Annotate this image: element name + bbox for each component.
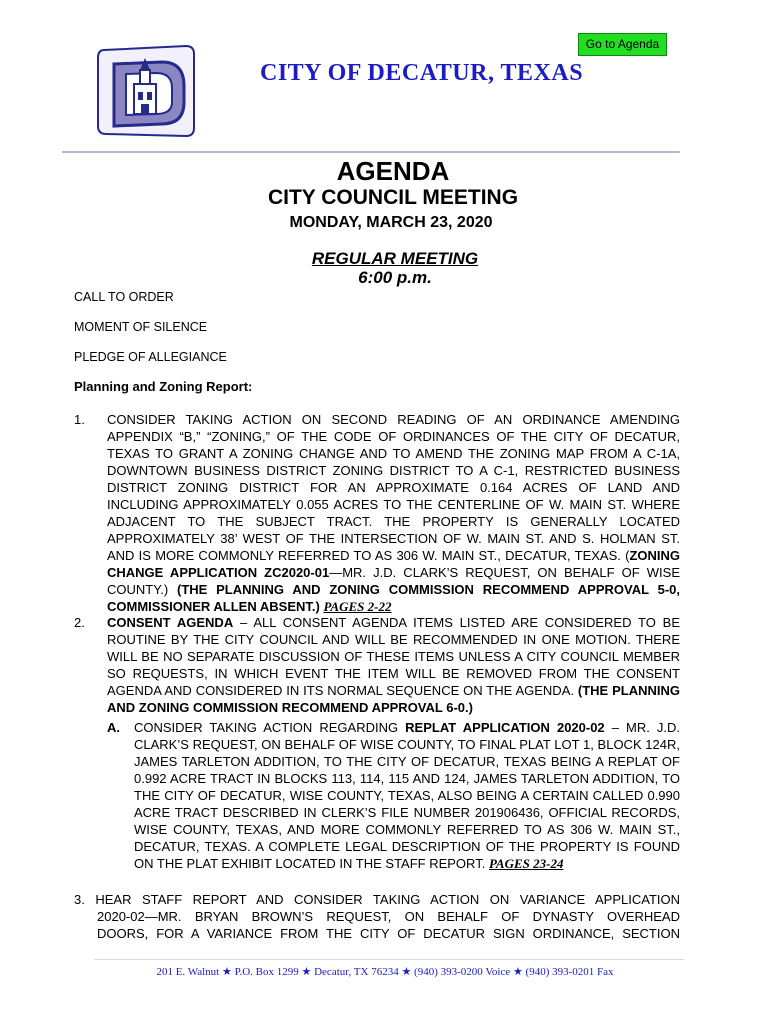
go-to-agenda-button[interactable]: Go to Agenda bbox=[578, 33, 667, 56]
item-number: A. bbox=[107, 720, 120, 735]
agenda-title: AGENDA bbox=[336, 156, 450, 186]
pages-link[interactable]: PAGES 23-24 bbox=[488, 856, 564, 871]
agenda-item-3 bbox=[74, 891, 680, 942]
meeting-date: MONDAY, MARCH 23, 2020 bbox=[289, 214, 493, 231]
item-text-line: 3. HEAR STAFF REPORT AND CONSIDER TAKING ACTION ON VARIANCE APPLICATION bbox=[74, 892, 680, 907]
city-seal-logo bbox=[96, 44, 200, 138]
city-title: CITY OF DECATUR, TEXAS bbox=[260, 60, 584, 86]
item-number: 2. bbox=[74, 615, 85, 630]
footer-divider bbox=[94, 959, 684, 960]
header-divider bbox=[62, 151, 680, 153]
item-text: CONSIDER TAKING ACTION ON SECOND READING OF AN ORDINANCE AMENDING APPENDIX “B,” “ZONING,” OF THE CODE OF ORDINANCES OF THE CITY OF DECATUR, TEXAS TO GRANT A ZONING CHANGE AND TO AMEND THE ZONING MAP FROM A C-1A, DOWNTOWN BUSINESS DISTRICT ZONING DISTRICT TO A C-1, RESTRICTED BUSINESS DISTRICT ZONING DISTRICT FOR AN APPROXIMATE 0.164 ACRES OF LAND AND INCLUDING APPROXIMATELY 0.055 ACRES TO THE CENTERLINE OF W. MAIN ST. WHERE ADJACENT TO THE SUBJECT TRACT. THE PROPERTY IS GENERALLY LOCATED APPROXIMATELY 38’ WEST OF THE INTERSECTION OF W. MAIN ST. AND S. HOLMAN ST. AND IS MORE COMMONLY REFERRED TO AS 306 W. MAIN ST., DECATUR, TEXAS. (ZONING CHANGE APPLICATION ZC2020-01—MR. J.D. CLARK’S REQUEST, ON BEHALF OF WISE COUNTY.) (THE PLANNING AND ZONING COMMISSION RECOMMEND APPROVAL 5-0, COMMISSIONER ALLEN ABSENT.) PAGES 2-22 bbox=[107, 412, 681, 614]
agenda-item-2 bbox=[74, 614, 680, 716]
agenda-item-1 bbox=[74, 411, 680, 615]
item-text: CONSENT AGENDA – ALL CONSENT AGENDA ITEMS LISTED ARE CONSIDERED TO BE ROUTINE BY THE CITY COUNCIL AND WILL BE RECOMMENDED IN ONE MOTION. THERE WILL BE NO SEPARATE DISCUSSION OF THESE ITEMS UNLESS A CITY COUNCIL MEMBER SO REQUESTS, IN WHICH EVENT THE ITEM WILL BE REMOVED FROM THE CONSENT AGENDA AND CONSIDERED IN ITS NORMAL SEQUENCE ON THE AGENDA. (THE PLANNING AND ZONING COMMISSION RECOMMEND APPROVAL 6-0.) bbox=[107, 615, 681, 715]
moment-of-silence: MOMENT OF SILENCE bbox=[74, 320, 208, 334]
meeting-time: 6:00 p.m. bbox=[358, 268, 432, 287]
item-number: 1. bbox=[74, 412, 85, 427]
item-text-line: DOORS, FOR A VARIANCE FROM THE CITY OF DECATUR SIGN ORDINANCE, SECTION bbox=[97, 926, 680, 941]
meeting-title: CITY COUNCIL MEETING bbox=[267, 186, 519, 209]
footer-address: 201 E. Walnut ★ P.O. Box 1299 ★ Decatur, TX 76234 ★ (940) 393-0200 Voice ★ (940) 393-0201 Fax bbox=[156, 966, 614, 978]
pledge-of-allegiance: PLEDGE OF ALLEGIANCE bbox=[74, 350, 227, 364]
regular-meeting-label: REGULAR MEETING bbox=[311, 249, 479, 268]
item-text: CONSIDER TAKING ACTION REGARDING REPLAT APPLICATION 2020-02 – MR. J.D. CLARK’S REQUEST, ON BEHALF OF WISE COUNTY, TO FINAL PLAT LOT 1, BLOCK 124R, JAMES TARLETON ADDITION, TO THE CITY OF DECATUR, TEXAS BEING A REPLAT OF 0.992 ACRE TRACT IN BLOCKS 113, 114, 115 AND 124, JAMES TARLETON ADDITION, TO THE CITY OF DECATUR, WISE COUNTY, TEXAS, ALSO BEING A CERTAIN CALLED 0.990 ACRE TRACT DESCRIBED IN CLERK’S FILE NUMBER 201906436, OFFICIAL RECORDS, WISE COUNTY, TEXAS, AND MORE COMMONLY REFERRED TO AS 306 W. MAIN ST., DECATUR, TEXAS. A COMPLETE LEGAL DESCRIPTION OF THE PROPERTY IS FOUND ON THE PLAT EXHIBIT LOCATED IN THE STAFF REPORT. PAGES 23-24 bbox=[134, 720, 680, 871]
agenda-item-2a bbox=[107, 719, 680, 872]
call-to-order: CALL TO ORDER bbox=[74, 290, 174, 304]
pages-link[interactable]: PAGES 2-22 bbox=[323, 599, 392, 614]
item-text-line: 2020-02—MR. BRYAN BROWN’S REQUEST, ON BEHALF OF DYNASTY OVERHEAD bbox=[97, 909, 680, 924]
section-heading: Planning and Zoning Report: bbox=[74, 379, 253, 394]
